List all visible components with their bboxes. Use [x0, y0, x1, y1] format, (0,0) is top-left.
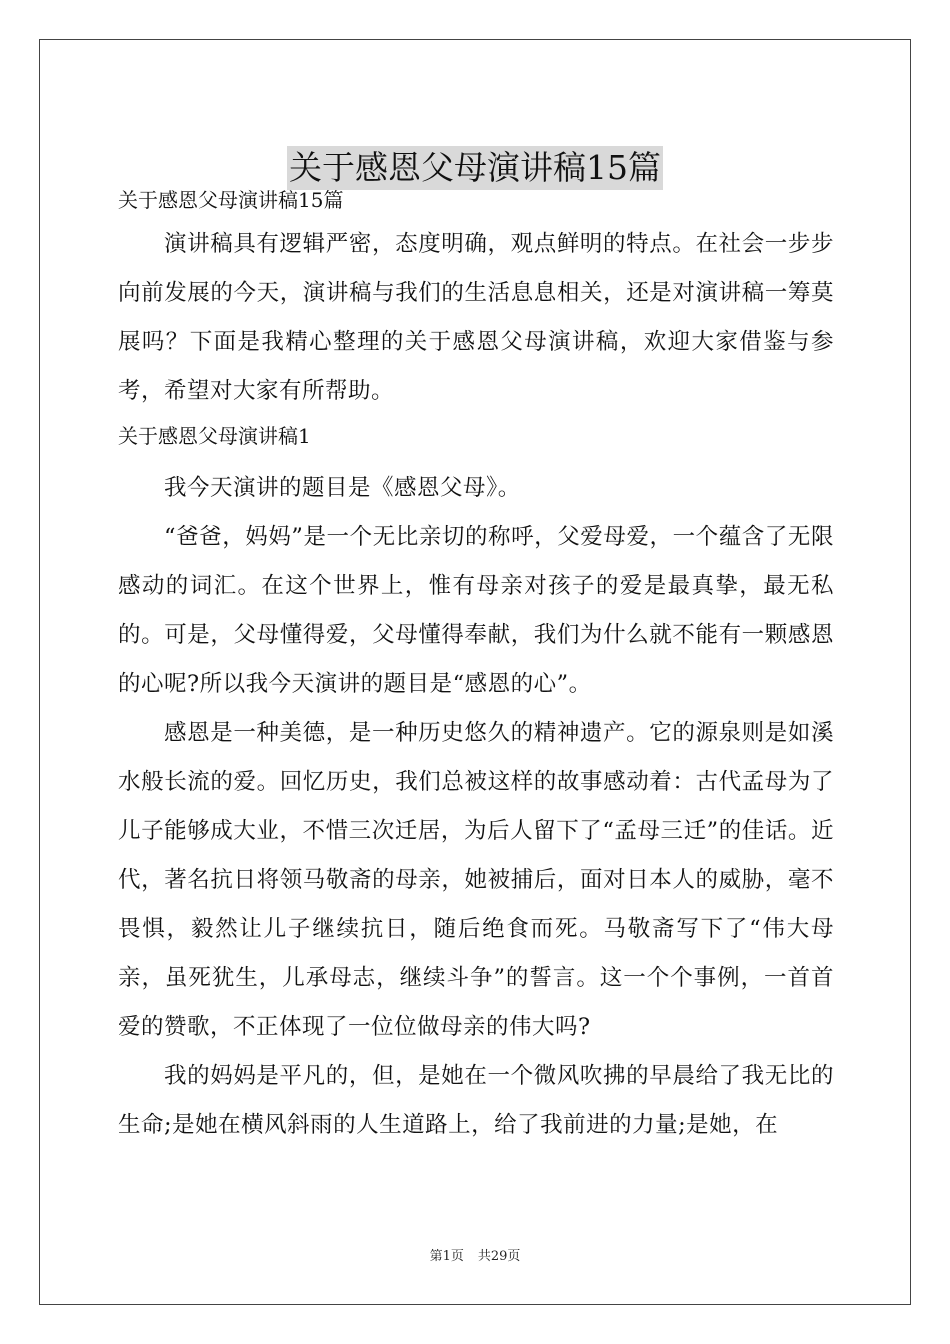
- page-number: 第1页: [429, 1249, 464, 1264]
- document-subtitle: 关于感恩父母演讲稿15篇: [118, 188, 344, 212]
- document-title: 关于感恩父母演讲稿15篇: [287, 146, 663, 190]
- document-body: [118, 180, 834, 1150]
- page-footer: [0, 1245, 950, 1264]
- section-heading: 关于感恩父母演讲稿1: [118, 424, 311, 448]
- spacer: [118, 456, 834, 464]
- body-paragraph: 我今天演讲的题目是《感恩父母》。: [164, 475, 521, 501]
- intro-paragraph: 演讲稿具有逻辑严密，态度明确，观点鲜明的特点。在社会一步步向前发展的今天，演讲稿与我们的生活息息相关，还是对演讲稿一筹莫展吗？下面是我精心整理的关于感恩父母演讲稿，欢迎大家借鉴与参考，希望对大家有所帮助。: [118, 231, 834, 404]
- body-paragraph: “爸爸，妈妈”是一个无比亲切的称呼，父爱母爱，一个蕴含了无限感动的词汇。在这个世界上，惟有母亲对孩子的爱是最真挚，最无私的。可是，父母懂得爱，父母懂得奉献，我们为什么就不能有一颗感恩的心呢?所以我今天演讲的题目是“感恩的心”。: [118, 524, 834, 697]
- body-paragraph: 我的妈妈是平凡的，但，是她在一个微风吹拂的早晨给了我无比的生命;是她在横风斜雨的人生道路上，给了我前进的力量;是她，在: [118, 1063, 834, 1138]
- page-total: 共29页: [477, 1249, 521, 1264]
- body-paragraph: 感恩是一种美德，是一种历史悠久的精神遗产。它的源泉则是如溪水般长流的爱。回忆历史，我们总被这样的故事感动着：古代孟母为了儿子能够成大业，不惜三次迁居，为后人留下了“孟母三迁”的佳话。近代，著名抗日将领马敬斋的母亲，她被捕后，面对日本人的威胁，毫不畏惧，毅然让儿子继续抗日，随后绝食而死。马敬斋写下了“伟大母亲，虽死犹生，儿承母志，继续斗争”的誓言。这一个个事例，一首首爱的赞歌，不正体现了一位位做母亲的伟大吗?: [118, 720, 834, 1040]
